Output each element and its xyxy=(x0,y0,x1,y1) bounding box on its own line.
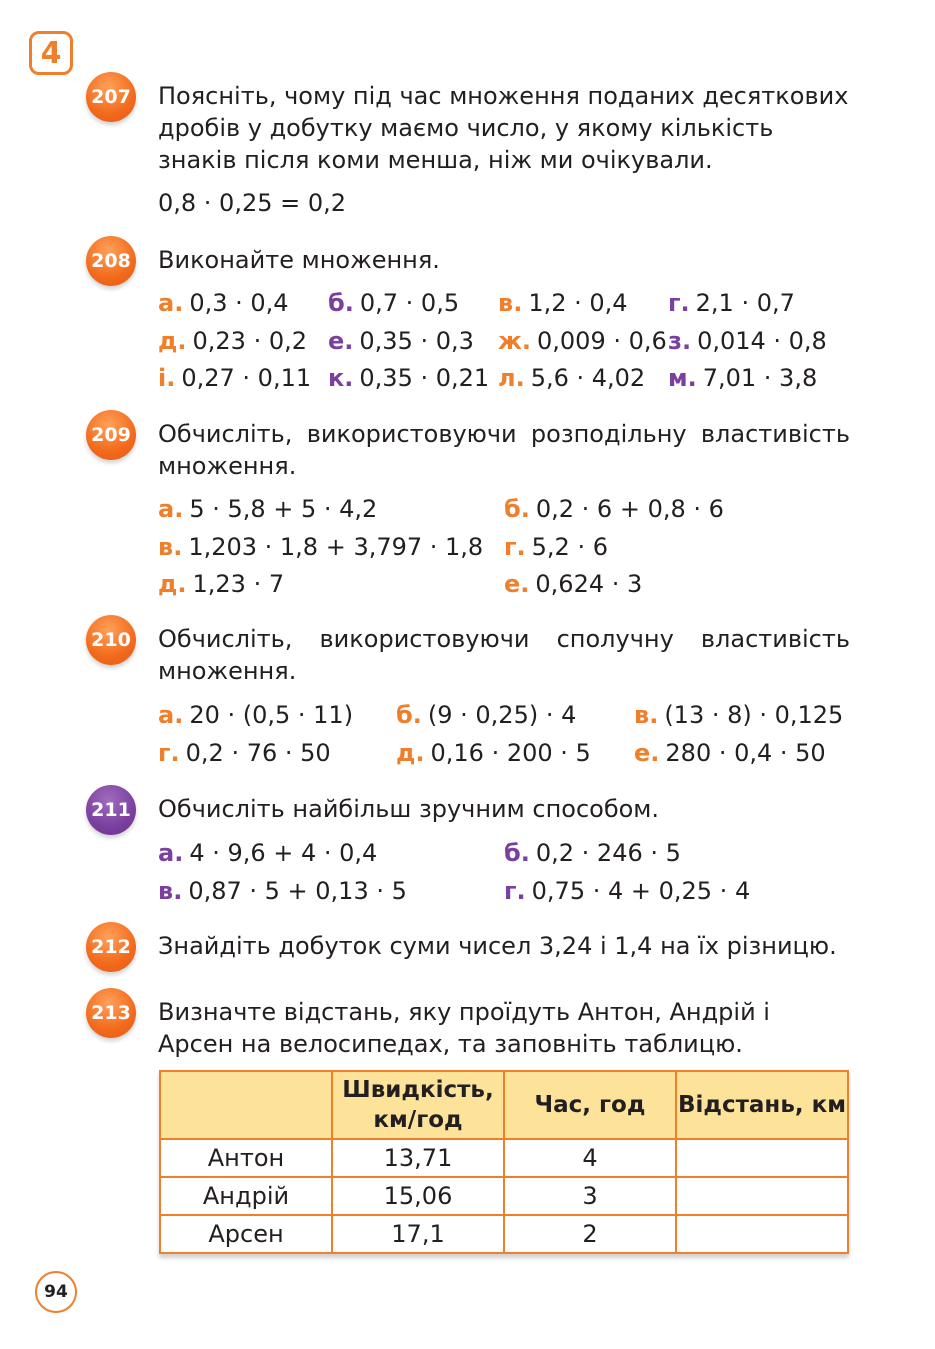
exercise-209-text: Обчисліть, використовуючи розподільну властивість множення. xyxy=(158,420,850,480)
exercise-item: е. 280 · 0,4 · 50 xyxy=(634,739,826,767)
table-row xyxy=(160,1139,848,1177)
table-header-row xyxy=(160,1071,848,1139)
table-header-cell: Швидкість, км/год xyxy=(332,1071,504,1139)
table-cell: 15,06 xyxy=(332,1177,504,1215)
exercise-212-text: Знайдіть добуток суми чисел 3,24 і 1,4 на їх різницю. xyxy=(158,932,837,960)
distance-table xyxy=(159,1070,849,1254)
exercise-item: ж. 0,009 · 0,6 xyxy=(498,327,667,355)
exercise-item: е. 0,35 · 0,3 xyxy=(328,327,474,355)
exercise-item: а. 0,3 · 0,4 xyxy=(158,289,289,317)
table-cell: 13,71 xyxy=(332,1139,504,1177)
exercise-item: л. 5,6 · 4,02 xyxy=(498,364,646,392)
exercise-210-text: Обчисліть, використовуючи сполучну властивість множення. xyxy=(158,625,850,685)
exercise-number-211: 211 xyxy=(86,785,136,835)
exercise-item: в. (13 · 8) · 0,125 xyxy=(634,701,844,729)
table-row xyxy=(160,1177,848,1215)
exercise-item: в. 0,87 · 5 + 0,13 · 5 xyxy=(158,877,407,905)
table-cell xyxy=(676,1177,848,1215)
exercise-item: а. 4 · 9,6 + 4 · 0,4 xyxy=(158,839,378,867)
exercise-item: д. 1,23 · 7 xyxy=(158,570,285,598)
table-cell: Антон xyxy=(160,1139,332,1177)
exercise-item: м. 7,01 · 3,8 xyxy=(668,364,818,392)
table-cell: 3 xyxy=(504,1177,676,1215)
table-header-cell: Час, год xyxy=(504,1071,676,1139)
table-header-cell xyxy=(160,1071,332,1139)
exercise-item: а. 5 · 5,8 + 5 · 4,2 xyxy=(158,495,378,523)
exercise-item: г. 5,2 · 6 xyxy=(504,533,608,561)
table-cell: 17,1 xyxy=(332,1215,504,1253)
exercise-item: г. 0,2 · 76 · 50 xyxy=(158,739,331,767)
exercise-item: в. 1,2 · 0,4 xyxy=(498,289,628,317)
exercise-item: г. 2,1 · 0,7 xyxy=(668,289,795,317)
table-cell xyxy=(676,1139,848,1177)
exercise-number-208: 208 xyxy=(86,236,136,286)
exercise-item: е. 0,624 · 3 xyxy=(504,570,643,598)
table-row xyxy=(160,1215,848,1253)
table-cell: 4 xyxy=(504,1139,676,1177)
exercise-item: в. 1,203 · 1,8 + 3,797 · 1,8 xyxy=(158,533,484,561)
exercise-item: г. 0,75 · 4 + 0,25 · 4 xyxy=(504,877,751,905)
exercise-item: і. 0,27 · 0,11 xyxy=(158,364,312,392)
page-number: 94 xyxy=(35,1271,77,1313)
exercise-207-text: Поясніть, чому під час множення поданих десяткових дробів у добутку маємо число, у якому кількість знаків після коми менша, ніж ми очікували. xyxy=(158,82,849,174)
exercise-item: д. 0,23 · 0,2 xyxy=(158,327,307,355)
table-cell xyxy=(676,1215,848,1253)
exercise-number-207: 207 xyxy=(86,72,136,122)
table-cell: Арсен xyxy=(160,1215,332,1253)
exercise-213-text: Визначте відстань, яку проїдуть Антон, Андрій і Арсен на велосипедах, та заповніть таблицю. xyxy=(158,998,770,1058)
chapter-badge: 4 xyxy=(29,31,73,75)
exercise-item: к. 0,35 · 0,21 xyxy=(328,364,490,392)
exercise-number-212: 212 xyxy=(86,922,136,972)
table-header-cell: Відстань, км xyxy=(676,1071,848,1139)
exercise-item: б. 0,2 · 246 · 5 xyxy=(504,839,681,867)
exercise-number-213: 213 xyxy=(86,988,136,1038)
exercise-item: з. 0,014 · 0,8 xyxy=(668,327,827,355)
exercise-item: б. (9 · 0,25) · 4 xyxy=(396,701,577,729)
exercise-item: б. 0,7 · 0,5 xyxy=(328,289,460,317)
exercise-number-209: 209 xyxy=(86,410,136,460)
exercise-item: б. 0,2 · 6 + 0,8 · 6 xyxy=(504,495,724,523)
exercise-item: д. 0,16 · 200 · 5 xyxy=(396,739,591,767)
exercise-208-text: Виконайте множення. xyxy=(158,246,440,274)
exercise-item: а. 20 · (0,5 · 11) xyxy=(158,701,354,729)
exercise-207-expression: 0,8 · 0,25 = 0,2 xyxy=(158,189,347,217)
table-cell: 2 xyxy=(504,1215,676,1253)
exercise-211-text: Обчисліть найбільш зручним способом. xyxy=(158,795,660,823)
table-cell: Андрій xyxy=(160,1177,332,1215)
exercise-number-210: 210 xyxy=(86,615,136,665)
